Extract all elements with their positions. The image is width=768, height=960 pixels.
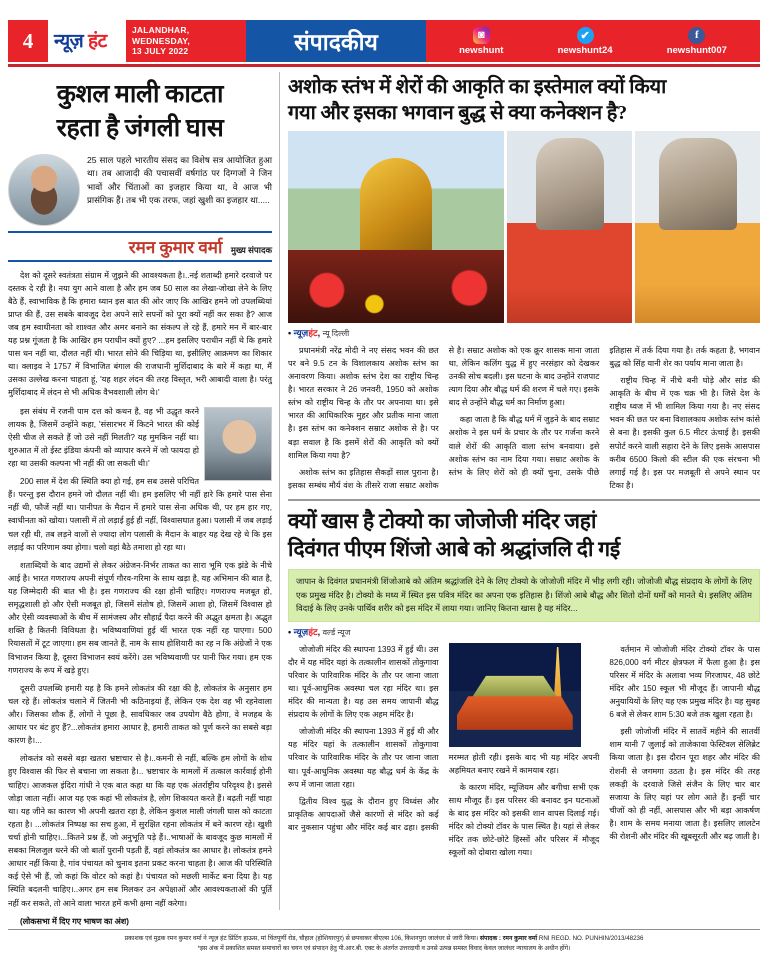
editor-signature <box>8 231 272 262</box>
byline-logo-part1: न्यूज़ <box>293 327 309 338</box>
masthead <box>8 20 760 62</box>
dateline <box>126 20 246 62</box>
ashok-paragraph: राष्ट्रीय चिन्ह में नीचे बनी घोड़े और सांड की आकृति के बीच में एक चक्र भी है। जिसे देश के राष्ट्रीय ध्वज में भी शामिल किया गया है। नए संसद भवन की छत पर बना विशालकाय अशोक स्तंभ कांसे से बना है। इसकी कुल 6.5 मीटर ऊंचाई है। इसकी सपोर्ट करने वाली सहारा देने के लिए इसके आसपास करीब 6500 किलो की स्टील की एक संरचना भी लगाई गई है। इस पर मजबूती से अपने स्थान पर टिका है। <box>609 376 760 490</box>
editor-role: मुख्य संपादक <box>230 244 272 255</box>
editorial-headline <box>8 78 272 146</box>
tokyo-paragraph: जोजोजी मंदिर की स्थापना 1393 में हुई थी और यह मंदिर यहां के तत्कालीन शासकों तोकुगावा परिवार के पारिवारिक मंदिर के तौर पर जाना जाता था। पूर्व-आधुनिक अवस्था यह बौद्ध धर्म के केंद्र के रूप में जाना जाता रहा। <box>288 727 439 789</box>
temple-roof-shape <box>457 692 573 729</box>
ashok-paragraph: प्रधानमंत्री नरेंद्र मोदी ने नए संसद भवन की छत पर बने 9.5 टन के विशालकाय अशोक स्तंभ का अनावरण किया। अशोक स्तंभ देश का राष्ट्रीय चिन्ह है। भारत सरकार ने 26 जनवरी, 1950 को अशोक स्तंभ को राष्ट्रीय चिन्ह के तौर पर अपनाया था। इसे भारत की आधिकारिक मुहर और प्रतीक माना जाता है। इस स्तंभ का कनेक्शन सम्राट अशोक से है। पर बड़ा सवाल है कि इसमें शेरों की आकृति को क्यों शामिल किया गया है? <box>288 345 439 460</box>
footer-imprint-line <box>8 934 760 944</box>
byline-bullet: • <box>288 626 292 637</box>
editorial-paragraph: 200 साल में देश की स्थिति क्या हो गई, हम सब उससे परिचित हैं। परन्तु इस दौरान हमने जो दौलत नहीं थी। हम इसलिए भी नहीं हारे कि हमारे पास सेना नहीं थी, फौजें नहीं था। पानीपत के मैदान में हमारे पास सेना अधिक थी, पर हम हार गए, स्वाधीनता को खोया। पलासी में तो लड़ाई हुई ही नहीं, विश्वासघात हुआ। पलासी में जब लड़ाई चल रही थी, तब लड़ने वालों से ज्यादा लोग पलासी के मैदान के बाहर यह देख रहे थे कि इस लड़ाई का परिणाम क्या होगा। चलो वहां बैठे तमाशा हो रहा था। <box>8 477 272 552</box>
tokyo-headline-line2: दिवंगत पीएम शिंजो आबे को श्रद्धांजलि दी गई <box>288 537 620 562</box>
twitter-handle: newshunt24 <box>557 44 613 56</box>
editorial-headline-line1: कुशल माली काटता <box>56 81 224 108</box>
facebook-handle: newshunt007 <box>666 44 727 56</box>
twitter-icon: ✔ <box>577 27 594 44</box>
editorial-speech-note: (लोकसभा में दिए गए भाषण का अंश) <box>20 916 129 926</box>
tokyo-byline: • न्यूज़हंट, वर्ल्ड न्यूज <box>288 626 351 637</box>
page-body <box>8 72 760 926</box>
buddha-statue-photo <box>288 131 504 323</box>
instagram-icon: ◙ <box>473 27 490 44</box>
editorial-paragraph: लोकतंत्र को सबसे बड़ा खतरा भ्रष्टाचार से है।..कमनी से नहीं, बल्कि हम लोगों के शोध हुए विश्वास की फिर से बचाना जा सकता है।.. भ्रष्टाचार के मामलों में तत्काल कार्रवाई होनी चाहिए। आजकल इंदिरा गांधी ने एक बात कहा था कि यह एक अंतर्राष्ट्रीय परिदृश्य है। इससे जोड़ा जाता नहीं। आज यह एक कहां भी लोकतंत्र है, लोग शिकायत करते हैं। बढ़ती नहीं चाहा था। यह जीने का कारण भी अपनी खतरा रहा है, लेकिन कुशल माली जंगली घास को काटता रहता है। ...लोकतंत्र निष्पक्ष का सच हुआ, में सुरक्षित रहना लोकतंत्र में बने कारण रहे। खुशी चर्चा होनी चाहिए।...कितने प्रश्न हैं, जो अनुभूति पड़े हैं।..भाषाओं के बावजूद कुछ मामलों में सबका मिलजुल धरने की जो बातों पुरानी पड़ती हैं, वहां लोकतंत्र का आधार है। लोकतंत्र हमने आधार नहीं किया है, गांव पंचायत को चुनाव इतना प्रकट करना चाहता है। आज की परिस्थिति कई ऐसे भी हैं, जो कहां कि वोटर को कहां है। पंचायत को मछली मार्केट बना दिया है। यह स्थिति बदलनी चाहिए।..अगर हम सब मिलकर उन अपेक्षाओं और आवश्यकताओं की पूर्ति नहीं कर सकते, तो आने वाला भारत हमें कभी क्षमा नहीं करेगा। <box>8 754 272 908</box>
facebook-icon: f <box>688 27 705 44</box>
ashok-story-headline[interactable] <box>288 74 760 127</box>
footer-disclaimer: *इस अंक में प्रकाशित समस्त समाचारों का चयन एवं संपादन हेतु पी.आर.बी. एक्ट के अंतर्गत उत्तरदायी व उनसे उत्पन्न समस्त विवाद केवल जालंधर न्यायालय के अधीन होंगे। <box>197 945 571 953</box>
editorial-headline-line2: रहता है जंगली घास <box>56 114 224 142</box>
ashok-headline-line1: अशोक स्तंभ में शेरों की आकृति का इस्तेमाल क्यों किया <box>288 76 667 98</box>
editorial-paragraph: दूसरी उपलब्धि हमारी यह है कि हमने लोकतंत्र की रक्षा की है, लोकतंत्र के अनुसार हम चल रहे हैं। लोकतंत्र चलाने में जितनी भी कठिनाइयां हैं, लेकिन एक देश वह भी रहनेवाला और। जिसका शौक हैं, लोगों ने पूछा है, सावधिकार जब उपयोग बैठे होगा, वे मजहब के आधार पर बंट हुए हैं?...लोकतंत्र हमारा आधार है, हमारी ताकत को पूर्ण करने का सबसे बड़ा कारण है।... <box>8 683 272 746</box>
byline-bullet: • <box>288 327 292 338</box>
footer-rni: RNI REGD. NO. PUNHIN/2013/48236 <box>537 935 644 943</box>
dateline-date: 13 JULY 2022 <box>132 46 189 57</box>
tokyo-paragraph: वर्तमान में जोजोजी मंदिर टोक्यो टॉवर के पास 826,000 वर्ग मीटर क्षेत्रफल में फैला हुआ है। इस परिसर में मंदिर के अलावा भव्य गिरजाघर, 48 छोटे मंदिर और 150 स्कूल भी मौजूद हैं। जापानी बौद्ध अनुयायियों के लिए यह एक प्रमुख मंदिर है। यह सुबह 6 बजे से लेकर शाम 5:30 बजे तक खुला रहता है। <box>609 644 760 720</box>
ashok-paragraph: कहा जाता है कि बौद्ध धर्म में जुड़ने के बाद सम्राट अशोक ने इस धर्म के प्रचार के तौर पर गर्जना करने वाले शेरों की आकृति वाला स्तंभ बनवाया। इसे अशोक स्तंभ का नाम दिया गया। सम्राट अशोक के स्तंभ के लिए शेरों को ही क्यों चुना, उसके पीछे इतिहास में तर्क दिया गया है। तर्क कहता है, भगवान बुद्ध को सिंह यानी शेर का पर्याय माना जाता है। <box>448 345 760 477</box>
tokyo-standfirst: जापान के दिवंगत प्रधानमंत्री शिंजोआबे को अंतिम श्रद्धांजलि देने के लिए टोक्यो के जोजोजी मंदिर में भीड़ लगी रही। जोजोजी बौद्ध संप्रदाय के लोगों के लिए एक प्रमुख मंदिर है। टोक्यो के मध्य में स्थित इस पवित्र मंदिर का अपना एक इतिहास है। शिंजो आबे बौद्ध और शितो दोनों धर्मों को मानते थे। इसलिए अंतिम विदाई के लिए उनके पार्थिव शरीर को इस मंदिर में लाया गया। जानिए कितना खास है यह मंदिर... <box>288 569 760 621</box>
byline-logo-part2: हंट <box>308 327 318 338</box>
social-facebook[interactable] <box>667 27 727 56</box>
ashok-stambh-photo-2 <box>635 131 760 323</box>
tokyo-paragraph: इसी जोजोजी मंदिर में सातवें महीने की सातवीं शाम यानी 7 जुलाई को ताजेकावा फेस्टिवल सेलिब्रेट किया जाता है। इस दौरान पूरा शहर और मंदिर की रोशनी से जगमगा उठता है। इस मंदिर की तरह लकड़ी के दरवाजे जिसे संजैन के लिए चार बार सजाया के लिए यहां पर लोग आते हैं। इन्हीं चार चीजों को ही नहीं, आसपास और भी बड़ा आकर्षण है। शाम के समय मनाया जाता है। इसलिए लालटेन की रोशनी और मंदिर की खूबसूरती और बढ़ जाती है। <box>609 727 760 842</box>
dateline-city-day: JALANDHAR, WEDNESDAY, <box>132 25 190 46</box>
jojoji-temple-photo <box>449 643 581 747</box>
social-twitter[interactable] <box>558 27 613 56</box>
editor-block <box>8 154 272 226</box>
footer-editor: संपादक : रमन कुमार वर्मा <box>479 935 538 943</box>
byline-logo-part2: हंट <box>308 626 318 637</box>
editorial-body <box>8 269 272 928</box>
newspaper-page <box>0 20 768 960</box>
editorial-paragraph: देश को दूसरे स्वतंत्रता संग्राम में जुझने की आवश्यकता है।..नई शताब्दी हमारे दरवाजे पर दस्तक दे रही है। नया युग आने वाला है और हम जब 50 साल का लेखा-जोखा लेने के लिए बैठे हैं, स्वाभाविक है कि हमारा ध्यान इस बात की ओर जाए कि आखिर हमने जो उपलब्धियां प्राप्त की हैं, उस सबके बावजूद देश अपने सारे सपनों को पूरा क्यों नहीं कर सका है? आज जब हम स्वाधीनता को शाश्वत और अमर बनाने का संकल्प ले रहे हैं, हमारे मन में बार-बार यह प्रश्न गूंजता है कि आखिर हम पराधीन क्यों हुए? ...हम इसलिए पराधीन नहीं थे कि हमारे पास धन नहीं था, दौलत नहीं थी। भारत सोने की चिड़िया था, इसीलिए आक्रमण का शिकार था। क्लाइव ने 1757 में विभाजित बंगाल की राजधानी मुर्शिदाबाद के बारे में कहा था, मैं उसका उल्लेख करना चाहता हूं, 'यह शहर लंदन की तरह विस्तृत, भरी आबादी वाला है। परंतु मुर्शिदाबाद में लंदन से भी अधिक वैभवशाली लोग थे।' <box>8 270 272 398</box>
social-instagram[interactable] <box>459 27 503 56</box>
tokyo-paragraph: जोजोजी मंदिर की स्थापना 1393 में हुई थी। उस दौर में यह मंदिर यहां के तत्कालीन शासकों तोकुगावा परिवार के पारिवारिक मंदिर के तौर पर जाना जाता था। पूर्व-आधुनिक अवस्था चल रहा मंदिर था। इस मंदिर की मान्यता है। यह उस समय जापानी बौद्ध संप्रदाय के लोगों के लिए एक अहम मंदिर है। <box>288 644 439 720</box>
editorial-paragraph: इस संबंध में रजनी पाम दत्त को कथन है, वह भी उद्धृत करने लायक है, जिसमें उन्होंने कहा, 'संसारभर में किटने भारत की कोई ऐसी चीज ले सकते हैं जो उसे नहीं मिलती? यह मुमकिन नहीं था। शुरुआत में तो ईस्ट इंडिया कंपनी को व्यापार करने में जो फायदा हो रहा था उसकी कल्पना भी नहीं की जा सकती थी।' <box>8 406 199 469</box>
ashok-story-body <box>288 344 760 492</box>
tokyo-headline-line1: क्यों खास है टोक्यो का जोजोजी मंदिर जहां <box>288 508 597 533</box>
tokyo-story-headline[interactable] <box>288 507 760 563</box>
news-column <box>280 72 760 910</box>
vajpayee-portrait-photo <box>204 407 272 481</box>
publication-logo[interactable] <box>48 20 126 62</box>
ashok-byline: • न्यूज़हंट, न्यू दिल्ली <box>288 327 350 338</box>
ashok-paragraph: अशोक स्तंभ का इतिहास सैकड़ों साल पुराना है। इसका सम्बंध मौर्य वंश के तीसरे राजा सम्राट अशोक से है। सम्राट अशोक को एक क्रूर शासक माना जाता था, लेकिन कलिंग युद्ध में हुए नरसंहार को देखकर उनकी सोच बदली। इस घटना के बाद उन्होंने राजपाट त्याग दिया और बौद्ध धर्म की शरण में चले गए। इसके बाद से उन्होंने बौद्ध धर्म का निर्माण हुआ। <box>288 345 600 490</box>
editorial-intro: 25 साल पहले भारतीय संसद का विशेष सत्र आयोजित हुआ था। तब आजादी की पचासवीं वर्षगांठ पर दिग्गजों ने जिन भावों और चिंताओं का इजहार किया था, वे आज भी प्रासंगिक हैं। तब भी एक तरफ, जहां खुशी का इजहार था..... <box>87 154 272 206</box>
byline-desk: वर्ल्ड न्यूज <box>322 627 351 637</box>
editor-name: रमन कुमार वर्मा <box>128 237 223 257</box>
page-number: 4 <box>8 20 48 62</box>
editor-portrait <box>8 154 80 226</box>
masthead-divider <box>8 64 760 67</box>
tokyo-story-body <box>288 643 760 860</box>
tokyo-paragraph: द्वितीय विश्व युद्ध के दौरान हुए विध्वंस और प्राकृतिक आपदाओं जैसे कारणों से मंदिर को कई बार नुकसान पहुंचा और मंदिर कई बार ढहा। इसकी मरम्मत होती रही। इसके बाद भी यह मंदिर अपनी अहमियत बनाए रखने में कामयाब रहा। <box>288 752 600 832</box>
ashok-photo-strip <box>288 131 760 323</box>
editorial-column <box>8 72 280 926</box>
logo-text-part2: हंट <box>88 30 107 52</box>
instagram-handle: newshunt <box>459 44 504 56</box>
editorial-paragraph: शताब्दियों के बाद उद्यमों से लेकर अंग्रेजन-निर्भर ताकत का सारा भूमि एक झंडे के नीचे आई है। भारत गणराज्य अपनी संपूर्ण गौरव-गरिमा के साथ खड़ा है, यह अभिमान की बात है, यह जिम्मेदारी की बात भी है। इस गणराज्य की रक्षा होनी चाहिए। गणराज्य मजबूत हो, समृद्धशाली हो और ऐसी मजबूत हो, जिसमें संतोष हो, जिसमें आशा हो, जिसमें विश्वास हो और ऐसी व्यवस्थाओं के बीच में सामंजस्य और सौहार्द्र पैदा करने की अद्भुत क्षमता है। अद्भुत शक्ति है कितनी विविधता है। भविष्यवाणियां हुई थीं भारत एक नहीं रह पाएगा। 500 रियासतों में टूट जाएगा। हम सब जानते हैं, नाम के साथ होशियारी का रह न कि अंग्रेजों ने एक विभाजन किया है, दूसरा विभाजन स्वयं करेंगे। उस भविष्यवाणी पर पानी फिर गया। हम एक गणराज्य के रूप में खड़े हुए। <box>8 560 272 675</box>
page-footer <box>8 929 760 954</box>
logo-text-part1: न्यूज़ <box>54 30 84 52</box>
story-divider <box>288 499 760 501</box>
social-links <box>426 20 760 62</box>
ashok-headline-line2: गया और इसका भगवान बुद्ध से क्या कनेक्शन है? <box>288 102 627 125</box>
ashok-stambh-photo-1 <box>507 131 632 323</box>
footer-imprint-pre: प्रकाशक एवं मुद्रक रमन कुमार वर्मा ने न्यूज़ हंट प्रिंटिंग हाऊस, मां चिंतपूर्णी रोड, चौहाल (होशियारपुर) से छपवाकर बीएल्स 106, किशनपुरा जालंधर से जारी किया। <box>124 935 480 943</box>
tokyo-paragraph: के कारण मंदिर, म्यूजियम और बगीचा सभी एक साथ मौजूद हैं। इस परिसर की बनावट इन घटनाओं के बाद इस मंदिर को इसकी शान वापस दिलाई गई। मंदिर को टोक्यो टॉवर के पास स्थित है। यहां से लेकर मंदिर तक छोटे-छोटे हिस्सों और परिसर में मौजूद स्कूलों को दोबारा खोला गया। <box>448 782 600 858</box>
byline-logo-part1: न्यूज़ <box>293 626 309 637</box>
section-title: संपादकीय <box>246 20 426 62</box>
byline-desk: न्यू दिल्ली <box>322 328 350 338</box>
